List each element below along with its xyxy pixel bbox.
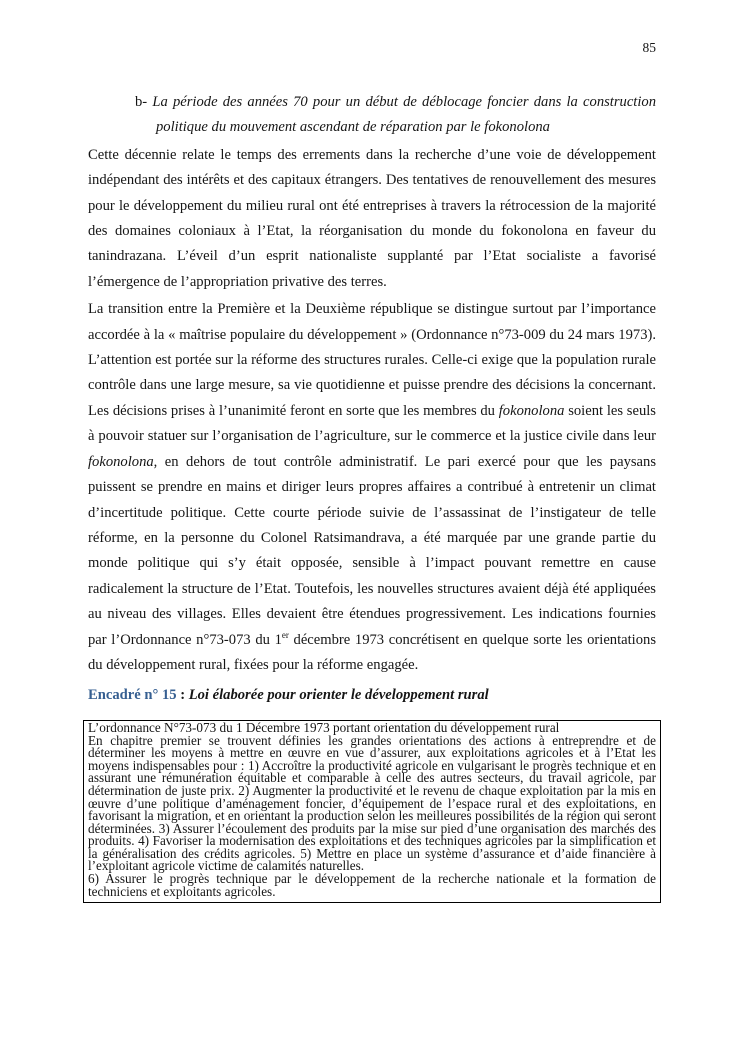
paragraph-1: Cette décennie relate le temps des errements dans la recherche d’une voie de développement indépendant des intérêts et des capitaux étrangers. Des tentatives de renouvellement des mesures pour le développement du milieu rural ont été entreprises à travers la rétrocession de la majorité des domaines coloniaux à l’Etat, la réorganisation du monde du fokonolona en faveur du tanindrazana. L’éveil d’un esprit nationaliste supplanté par l’Etat socialiste a favorisé l’émergence de l’appropriation privative des terres.: [88, 146, 656, 290]
encadre-colon: :: [176, 687, 189, 704]
encadre-title: Loi élaborée pour orienter le développement rural: [188, 687, 489, 704]
paragraph-2-run: , en dehors de tout contrôle administratif. Le pari exercé pour que les paysans puissent se prendre en mains et diriger leurs propres affaires a contribué à entretenir un climat d’incertitude politique. Cette courte période suivie de l’assassinat de l’instigateur de telle réforme, en la personne du Colonel Ratsimandrava, a été marquée par une grande partie du monde politique qui s’y était opposée, sensible à l’impact pouvant remettre en cause radicalement la structure de l’Etat. Toutefois, les nouvelles structures avaient déjà été appliquées au niveau des villages. Elles devaient être étendues progressivement. Les indications fournies par l’Ordonnance n°73-073 du 1: [88, 453, 656, 648]
paragraph-2-run: La transition entre la Première et la Deuxième république se distingue surtout par l’importance accordée à la « maîtrise populaire du développement » (Ordonnance n°73-009 du 24 mars 1973). L’attention est portée sur la réforme des structures rurales. Celle-ci exige que la population rurale contrôle dans une large mesure, sa vie quotidienne et puisse prendre des décisions la concernant. Les décisions prises à l’unanimité feront en sorte que les membres du: [88, 301, 656, 419]
law-box-tail: 6) Assurer le progrès technique par le développement de la recherche nationale et la formation de techniciens et exploitants agricoles.: [88, 871, 656, 899]
paragraph-2-italic-term: fokonolona: [498, 402, 565, 419]
paragraph-2-run: soient les seuls à pouvoir statuer sur l’organisation de l’agriculture, sur le commerce et la justice civile dans leur: [88, 402, 656, 445]
section-heading: [135, 90, 656, 141]
section-heading-marker: b-: [135, 94, 148, 110]
law-box-heading-line: L’ordonnance N°73-073 du 1 Décembre 1973 portant orientation du développement rural: [88, 719, 560, 735]
page-number: 85: [642, 40, 656, 55]
paragraph-2: [88, 297, 656, 678]
encadre-caption: [88, 685, 656, 705]
paragraph-2-run: décembre 1973 concrétisent en quelque sorte les orientations du développement rural, fixées pour la réforme engagée.: [88, 631, 657, 673]
encadre-label: Encadré n° 15: [88, 687, 177, 704]
law-box-body: En chapitre premier se trouvent définies les grandes orientations des actions à entreprendre et de déterminer les moyens à mettre en œuvre en vue d’assurer, aux exploitations agricoles et à l’Etat les moyens indispensables pour : 1) Accroître la productivité agricole en vulgarisant le progrès technique et en assurant une rémunération équitable et comparable à celle des autres secteurs, du travail agricole, par détermination de juste prix. 2) Augmenter la productivité et le revenu de chaque exploitation par la mis en œuvre d’une politique d’aménagement foncier, d’équipement de l’espace rural et des exploitations, en favorisant la migration, et en orientant la production selon les meilleures possibilités de la région qui seront déterminées. 3) Assurer l’écoulement des produits par la mise sur pied d’une organisation des marchés des produits. 4) Favoriser la modernisation des exploitations et des techniques agricoles par la simplification et la généralisation des crédits agricoles. 5) Mettre en place un système d’assurance et d’aide financière à l’exploitant agricole victime de calamités naturelles.: [88, 732, 656, 874]
law-text-box: [83, 720, 661, 903]
ordinal-superscript: er: [281, 629, 289, 640]
paragraph-2-italic-term: fokonolona: [88, 453, 154, 470]
section-heading-title: La période des années 70 pour un début de déblocage foncier dans la construction politique du mouvement ascendant de réparation par le fokonolona: [152, 94, 657, 136]
